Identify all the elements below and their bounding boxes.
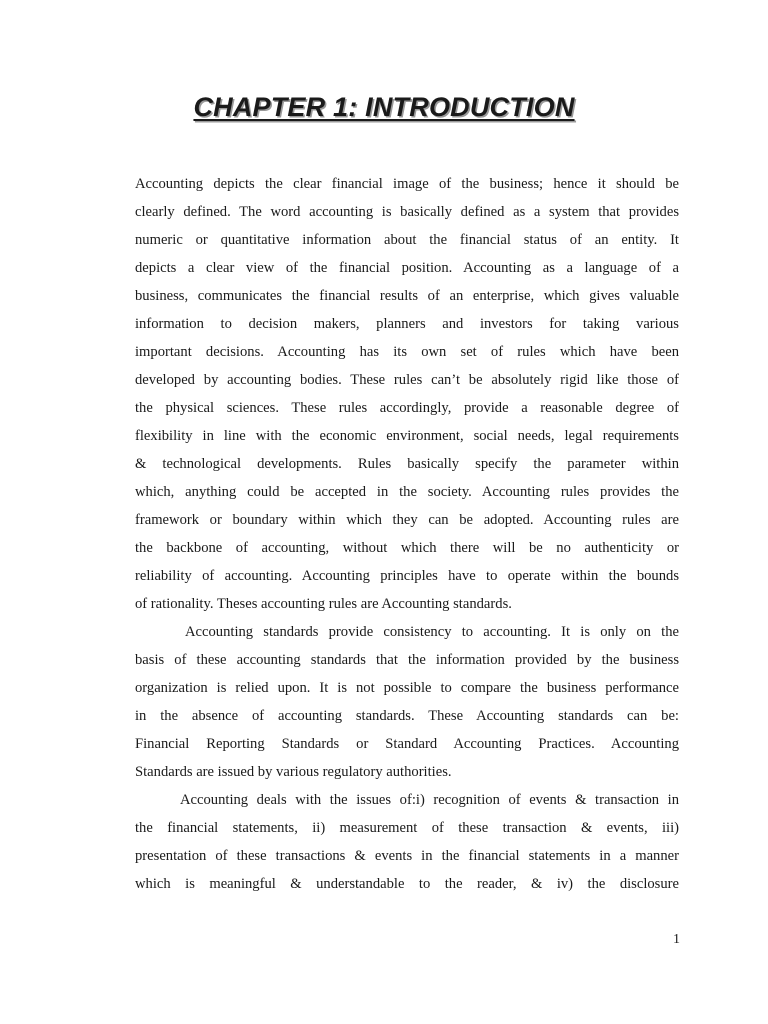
text-line: the backbone of accounting, without which there will be no authenticity or [135,540,679,556]
text-line: flexibility in line with the economic environment, social needs, legal requirements [135,428,679,444]
chapter-heading: CHAPTER 1: INTRODUCTION [193,92,575,122]
paragraph [135,618,679,786]
paragraph [135,170,679,618]
text-line: Accounting standards provide consistency to accounting. It is only on the [185,624,679,640]
text-line: Financial Reporting Standards or Standard Accounting Practices. Accounting [135,736,679,752]
text-line: of rationality. Theses accounting rules are Accounting standards. [135,596,512,612]
text-line: reliability of accounting. Accounting principles have to operate within the bounds [135,568,679,584]
text-line: numeric or quantitative information about the financial status of an entity. It [135,232,679,248]
paragraph [135,786,679,898]
text-line: Accounting depicts the clear financial image of the business; hence it should be [135,176,679,192]
text-line: which is meaningful & understandable to the reader, & iv) the disclosure [135,876,679,892]
text-line: developed by accounting bodies. These rules can’t be absolutely rigid like those of [135,372,679,388]
text-line: depicts a clear view of the financial position. Accounting as a language of a [135,260,679,276]
text-line: & technological developments. Rules basically specify the parameter within [135,456,679,472]
text-line: the financial statements, ii) measurement of these transaction & events, iii) [135,820,679,836]
text-line: Standards are issued by various regulatory authorities. [135,764,452,780]
text-line: the physical sciences. These rules accordingly, provide a reasonable degree of [135,400,679,416]
text-line: framework or boundary within which they can be adopted. Accounting rules are [135,512,679,528]
body-text [135,170,679,898]
text-line: business, communicates the financial results of an enterprise, which gives valuable [135,288,679,304]
page-number: 1 [673,932,680,947]
text-line: which, anything could be accepted in the society. Accounting rules provides the [135,484,679,500]
text-line: information to decision makers, planners and investors for taking various [135,316,679,332]
text-line: organization is relied upon. It is not possible to compare the business performance [135,680,679,696]
text-line: basis of these accounting standards that the information provided by the business [135,652,679,668]
text-line: important decisions. Accounting has its own set of rules which have been [135,344,679,360]
text-line: presentation of these transactions & events in the financial statements in a manner [135,848,679,864]
text-line: in the absence of accounting standards. These Accounting standards can be: [135,708,679,724]
text-line: Accounting deals with the issues of:i) recognition of events & transaction in [180,792,679,808]
text-line: clearly defined. The word accounting is basically defined as a system that provides [135,204,679,220]
